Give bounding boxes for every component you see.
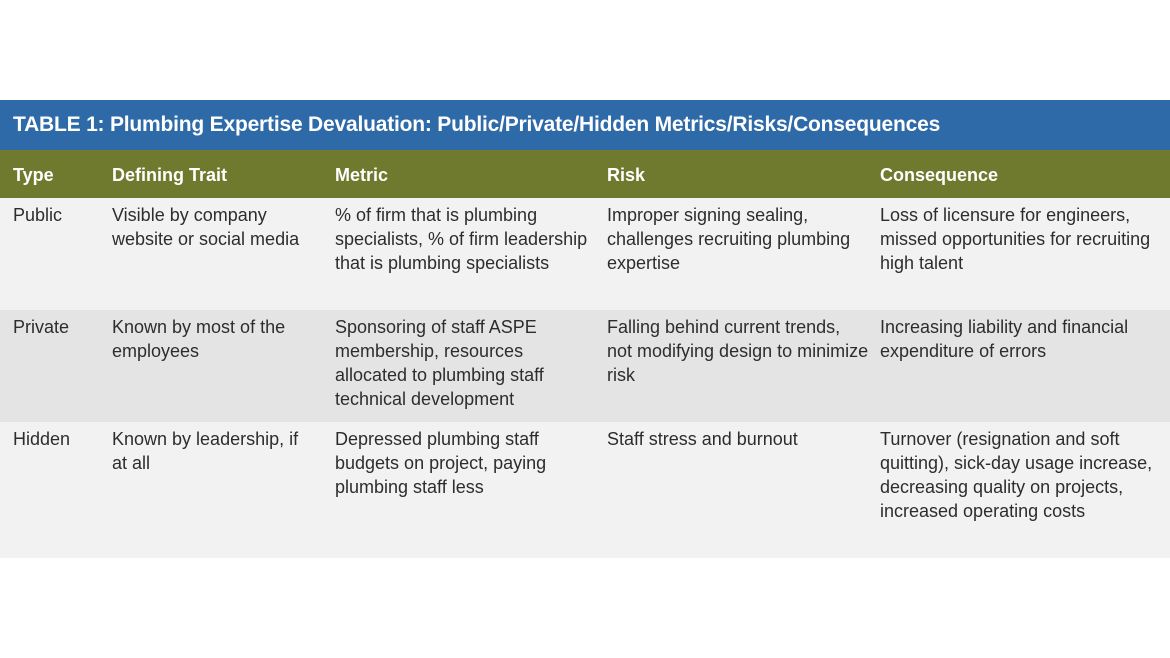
cell-defining-trait: Visible by company website or social media xyxy=(112,205,300,249)
cell-metric: Sponsoring of staff ASPE membership, resources allocated to plumbing staff technical development xyxy=(335,317,544,409)
cell-defining-trait: Known by leadership, if at all xyxy=(112,429,299,473)
table-header-row xyxy=(0,150,1170,198)
cell-type: Public xyxy=(13,205,63,225)
cell-consequence: Loss of licensure for engineers, missed opportunities for recruiting high talent xyxy=(880,205,1151,273)
cell-type: Hidden xyxy=(13,429,71,449)
cell-risk: Staff stress and burnout xyxy=(607,429,798,449)
cell-risk: Improper signing sealing, challenges recruiting plumbing expertise xyxy=(607,205,851,273)
table-row xyxy=(0,422,1170,558)
header-defining-trait: Defining Trait xyxy=(112,165,228,185)
cell-consequence: Turnover (resignation and soft quitting), sick-day usage increase, decreasing quality on projects, increased operating costs xyxy=(880,429,1153,521)
cell-metric: Depressed plumbing staff budgets on project, paying plumbing staff less xyxy=(335,429,547,497)
header-type: Type xyxy=(13,165,54,185)
cell-consequence: Increasing liability and financial expenditure of errors xyxy=(880,317,1129,361)
table-title: TABLE 1: Plumbing Expertise Devaluation: Public/Private/Hidden Metrics/Risks/Consequences xyxy=(0,100,1170,150)
header-metric: Metric xyxy=(335,165,389,185)
cell-type: Private xyxy=(13,317,70,337)
header-risk: Risk xyxy=(607,165,646,185)
table-row xyxy=(0,198,1170,310)
header-consequence: Consequence xyxy=(880,165,999,185)
cell-defining-trait: Known by most of the employees xyxy=(112,317,286,361)
data-table xyxy=(0,100,1170,558)
table-row xyxy=(0,310,1170,422)
cell-metric: % of firm that is plumbing specialists, % of firm leadership that is plumbing specialists xyxy=(335,205,588,273)
cell-risk: Falling behind current trends, not modifying design to minimize risk xyxy=(607,317,869,385)
